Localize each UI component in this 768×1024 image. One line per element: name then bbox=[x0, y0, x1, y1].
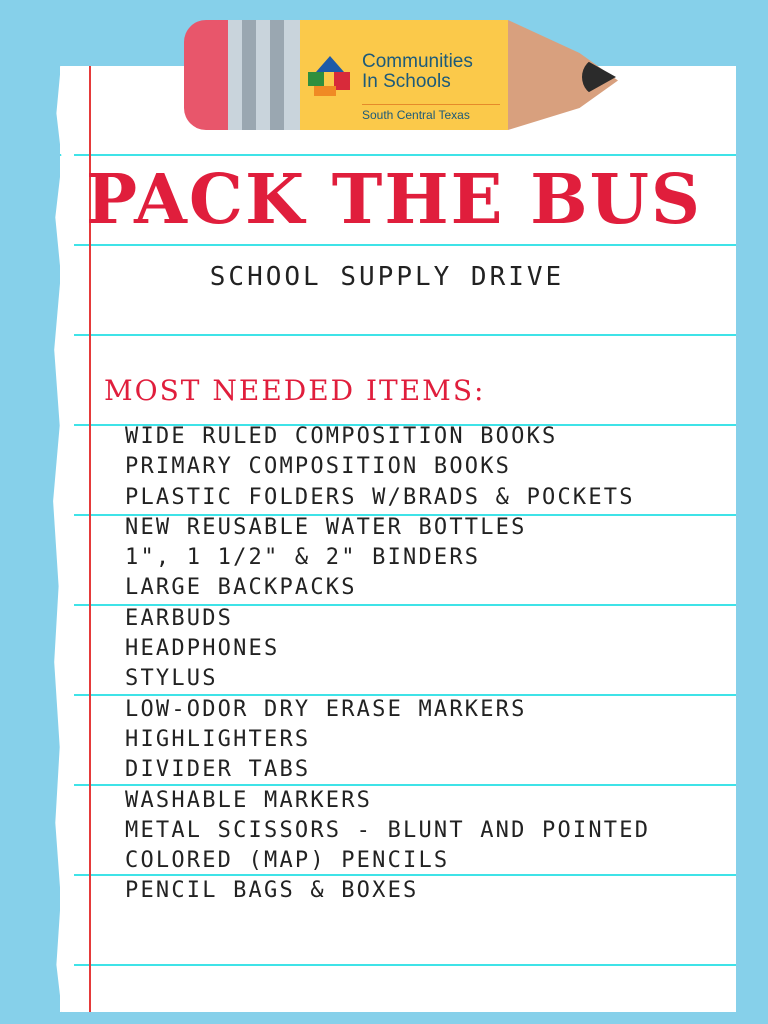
list-item: WASHABLE MARKERS bbox=[125, 787, 373, 813]
logo-line-1: Communities bbox=[362, 51, 473, 72]
list-item: COLORED (MAP) PENCILS bbox=[125, 848, 450, 874]
pencil-ferrule bbox=[228, 20, 300, 130]
list-item: WIDE RULED COMPOSITION BOOKS bbox=[125, 424, 558, 449]
list-item: PLASTIC FOLDERS W/BRADS & POCKETS bbox=[125, 484, 635, 510]
subtitle: SCHOOL SUPPLY DRIVE bbox=[209, 262, 565, 292]
items-list bbox=[125, 422, 650, 907]
pencil-eraser bbox=[184, 20, 228, 130]
list-item: HIGHLIGHTERS bbox=[125, 726, 311, 752]
logo-line-2: In Schools bbox=[362, 71, 451, 92]
list-item: EARBUDS bbox=[125, 605, 234, 631]
list-item: LOW-ODOR DRY ERASE MARKERS bbox=[125, 696, 527, 722]
list-item: PRIMARY COMPOSITION BOOKS bbox=[125, 454, 512, 480]
schoolhouse-icon bbox=[308, 56, 352, 96]
list-item: PENCIL BAGS & BOXES bbox=[125, 878, 419, 904]
list-item: METAL SCISSORS - BLUNT AND POINTED bbox=[125, 817, 651, 843]
section-heading: MOST NEEDED ITEMS: bbox=[104, 374, 486, 407]
communities-in-schools-logo bbox=[304, 36, 504, 126]
list-item: LARGE BACKPACKS bbox=[125, 575, 357, 601]
logo-line-3: South Central Texas bbox=[362, 104, 500, 122]
list-item: 1", 1 1/2" & 2" BINDERS bbox=[125, 545, 481, 571]
list-item: STYLUS bbox=[125, 666, 218, 692]
list-item: NEW REUSABLE WATER BOTTLES bbox=[125, 514, 527, 540]
page-title: PACK THE BUS bbox=[85, 160, 703, 240]
list-item: HEADPHONES bbox=[125, 636, 280, 662]
list-item: DIVIDER TABS bbox=[125, 757, 311, 783]
